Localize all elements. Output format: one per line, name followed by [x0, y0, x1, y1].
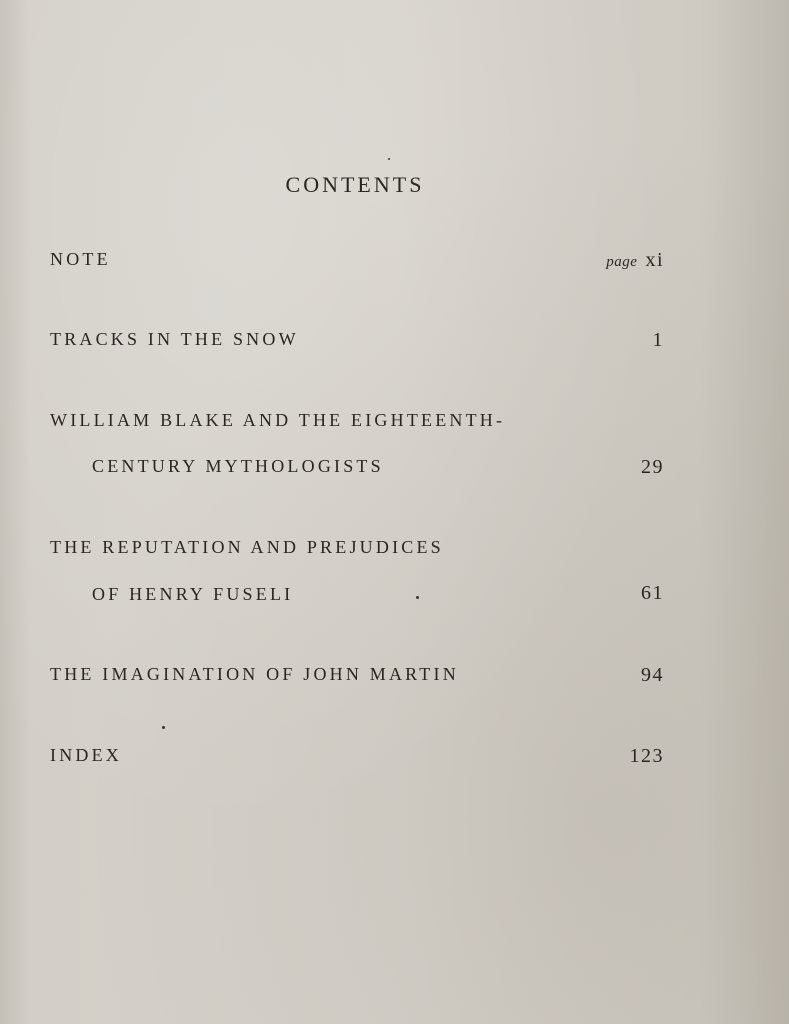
toc-entry-blake	[50, 410, 664, 478]
toc-entry-title: NOTE	[50, 249, 111, 269]
toc-entry-fuseli	[50, 537, 664, 604]
toc-page-number: 123	[629, 745, 664, 767]
toc-entry-title-line2: OF HENRY FUSELI	[92, 584, 294, 604]
toc-entry-title: THE IMAGINATION OF JOHN MARTIN	[50, 664, 459, 684]
paper-speck	[416, 596, 419, 599]
toc-page-number: 61	[641, 582, 664, 604]
toc-page-number	[606, 250, 664, 270]
toc-entry-title-line1: WILLIAM BLAKE AND THE EIGHTEENTH-	[50, 410, 506, 430]
toc-page-number: 1	[652, 329, 664, 351]
toc-page-value: xi	[645, 249, 664, 271]
paper-speck	[388, 158, 390, 160]
toc-page-number: 94	[641, 664, 664, 686]
page-word-label: page	[606, 254, 638, 270]
toc-entry-title-line1: THE REPUTATION AND PREJUDICES	[50, 537, 444, 557]
toc-entry-title-line2: CENTURY MYTHOLOGISTS	[92, 456, 384, 476]
toc-entry-title: TRACKS IN THE SNOW	[50, 329, 299, 349]
toc-entry-title: INDEX	[50, 745, 122, 765]
paper-speck	[162, 726, 165, 729]
toc-page-number: 29	[641, 456, 664, 478]
contents-heading: CONTENTS	[285, 172, 425, 197]
